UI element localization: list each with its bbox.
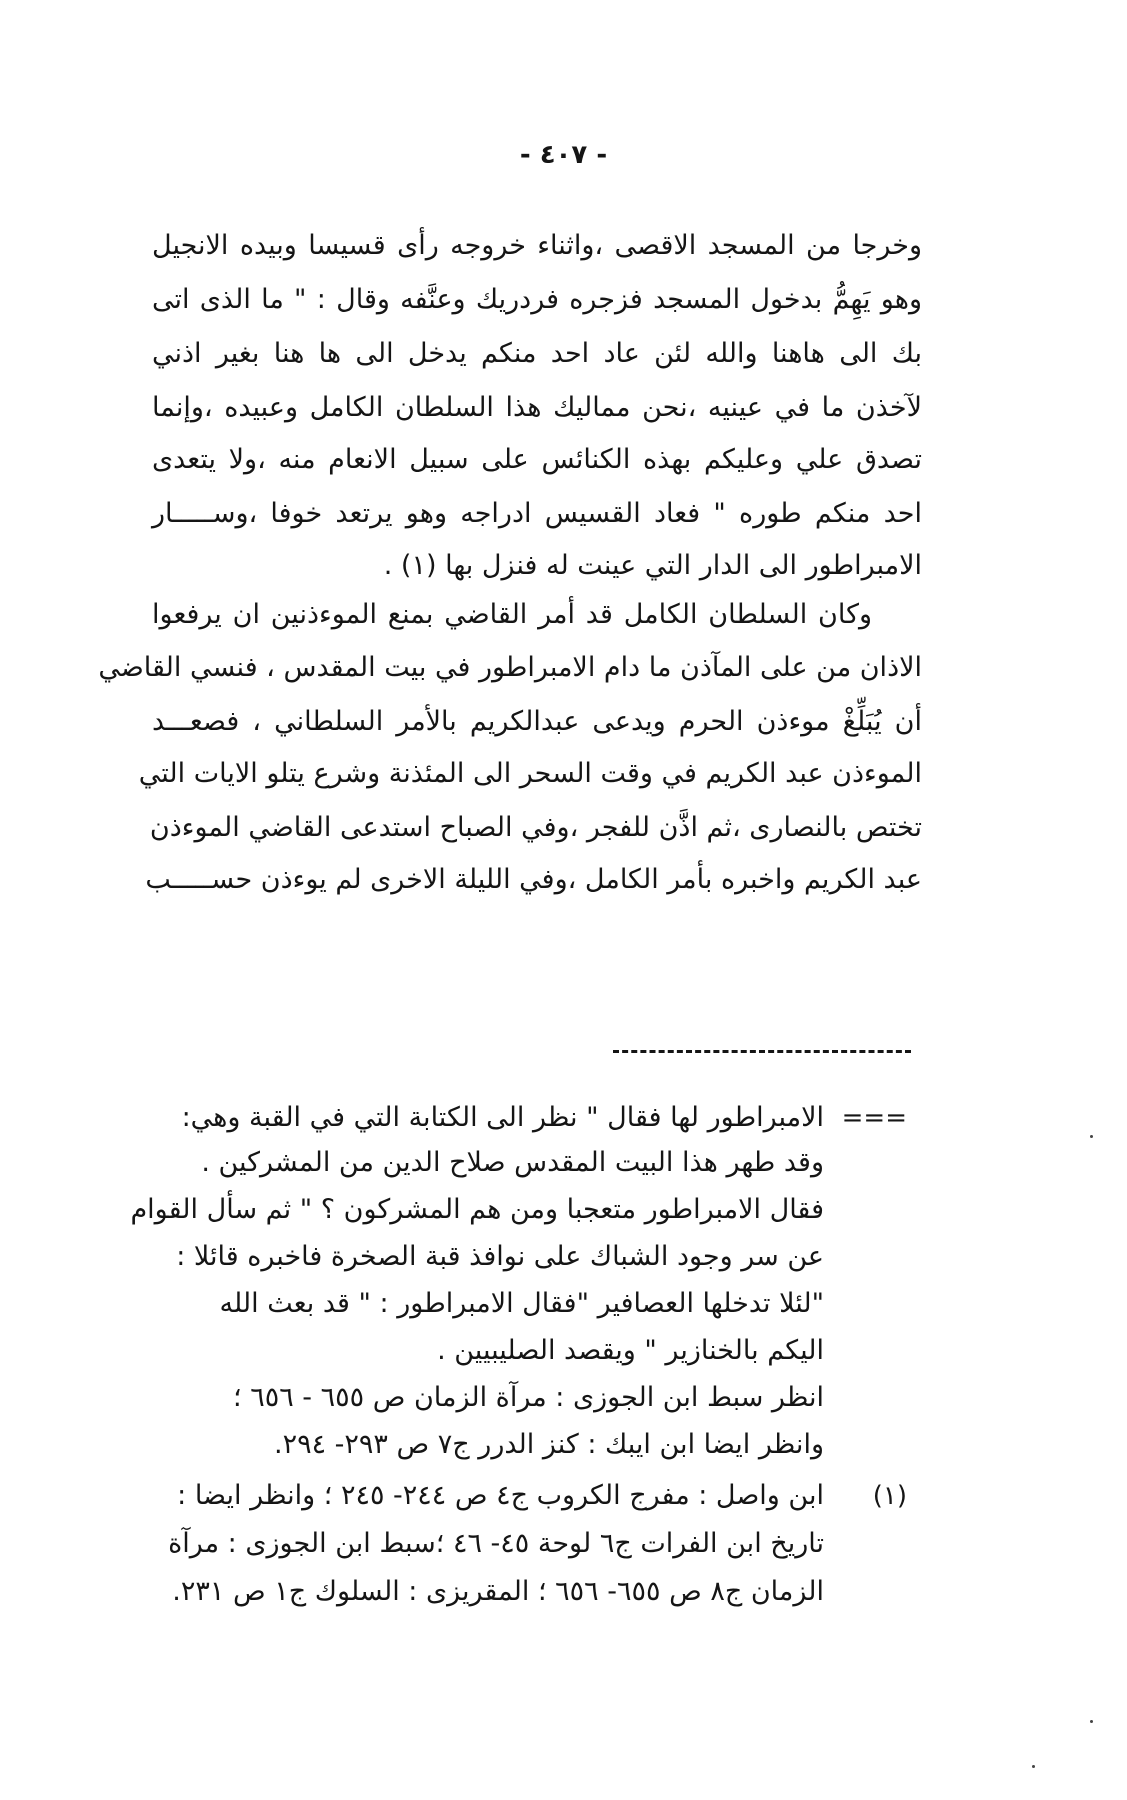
body-line: تختص بالنصارى ،ثم اذَّن للفجر ،وفي الصباح استدعى القاضي الموءذن <box>149 812 922 843</box>
body-line: الامبراطور الى الدار التي عينت له فنزل بها (١) . <box>383 550 922 581</box>
body-line: وخرجا من المسجد الاقصى ،واثناء خروجه رأى قسيسا وبيده الانجيل <box>152 230 922 261</box>
scan-speck <box>1090 1135 1093 1138</box>
body-line: عبد الكريم واخبره بأمر الكامل ،وفي الليلة الاخرى لم يوءذن حســـــب <box>145 864 922 895</box>
body-line: الموءذن عبد الكريم في وقت السحر الى المئذنة وشرع يتلو الايات التي <box>138 758 922 789</box>
body-line: احد منكم طوره " فعاد القسيس ادراجه وهو يرتعد خوفا ،وســـــار <box>152 498 922 529</box>
body-line: بك الى هاهنا والله لئن عاد احد منكم يدخل الى ها هنا بغير اذني <box>152 338 922 369</box>
body-line: وهو يَهِمُّ بدخول المسجد فزجره فردريك وعنَّفه وقال : " ما الذى اتى <box>152 284 922 315</box>
footnote-line: الامبراطور لها فقال " نظر الى الكتابة التي في القبة وهي: <box>181 1102 824 1133</box>
footnote-separator <box>613 1050 911 1053</box>
footnote-line: الزمان ج٨ ص ٦٥٥- ٦٥٦ ؛ المقريزى : السلوك ج١ ص ٢٣١. <box>172 1576 824 1607</box>
footnote-1-marker: (١) <box>872 1481 907 1511</box>
body-line: لآخذن ما في عينيه ،نحن مماليك هذا السلطان الكامل وعبيده ،وإنما <box>152 392 922 423</box>
footnote-line: فقال الامبراطور متعجبا ومن هم المشركون ؟ " ثم سأل القوام <box>130 1194 824 1225</box>
scan-speck <box>1090 1720 1093 1723</box>
page-number: - ٤٠٧ - <box>519 140 608 170</box>
footnote-line: عن سر وجود الشباك على نوافذ قبة الصخرة فاخبره قائلا : <box>176 1241 824 1272</box>
footnote-line: "لئلا تدخلها العصافير "فقال الامبراطور : " قد بعث الله <box>219 1288 824 1319</box>
footnote-line: وانظر ايضا ابن ايبك : كنز الدرر ج٧ ص ٢٩٣- ٢٩٤. <box>273 1429 824 1460</box>
footnote-line: وقد طهر هذا البيت المقدس صلاح الدين من المشركين . <box>201 1147 824 1178</box>
body-line: وكان السلطان الكامل قد أمر القاضي بمنع الموءذنين ان يرفعوا <box>152 599 872 630</box>
footnote-line: انظر سبط ابن الجوزى : مرآة الزمان ص ٦٥٥ - ٦٥٦ ؛ <box>233 1382 824 1413</box>
footnote-continuation-marker: === <box>841 1103 907 1133</box>
body-line: تصدق علي وعليكم بهذه الكنائس على سبيل الانعام منه ،ولا يتعدى <box>152 444 922 475</box>
footnote-line: تاريخ ابن الفرات ج٦ لوحة ٤٥- ٤٦ ؛سبط ابن الجوزى : مرآة <box>168 1528 824 1559</box>
footnote-line: ابن واصل : مفرج الكروب ج٤ ص ٢٤٤- ٢٤٥ ؛ وانظر ايضا : <box>177 1480 824 1511</box>
scan-speck <box>1032 1765 1035 1768</box>
footnote-line: اليكم بالخنازير " ويقصد الصليبيين . <box>437 1335 824 1366</box>
body-line: أن يُبَلِّغْ موءذن الحرم ويدعى عبدالكريم بالأمر السلطاني ، فصعـــد <box>152 706 922 737</box>
body-line: الاذان من على المآذن ما دام الامبراطور في بيت المقدس ، فنسي القاضي <box>98 652 922 683</box>
